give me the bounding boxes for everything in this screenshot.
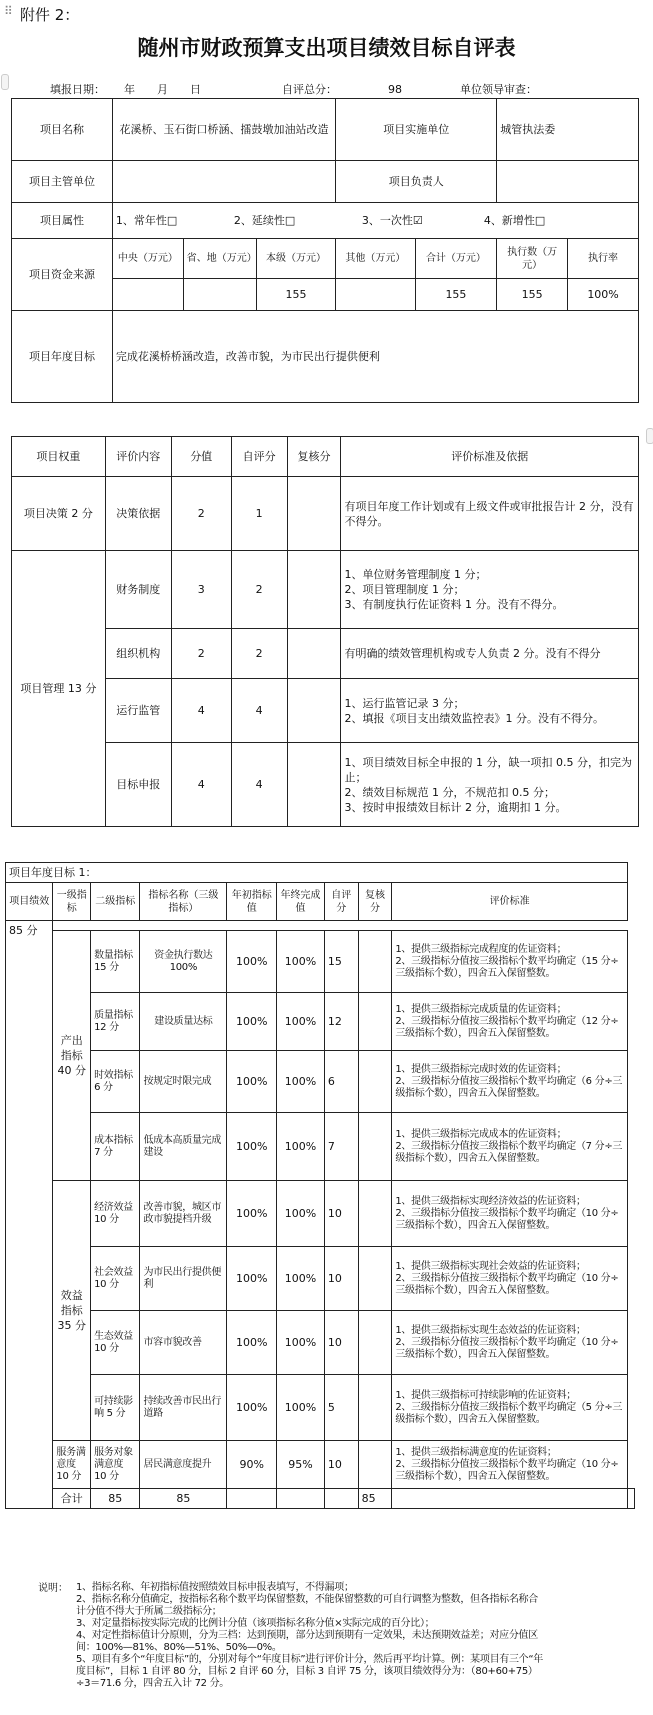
fund-header: 本级（万元） xyxy=(256,239,335,279)
notes-list xyxy=(76,1582,546,1690)
eval-score: 2 xyxy=(171,629,231,679)
self-score: 10 xyxy=(324,1441,358,1489)
eval-criteria: 有项目年度工作计划或有上级文件或审批报告计 2 分，没有不得分。 xyxy=(341,477,639,551)
supervisor-label: 项目主管单位 xyxy=(12,161,113,203)
fund-header: 执行数（万元） xyxy=(497,239,568,279)
criteria-line: 1、提供三级指标满意度的佐证资料； xyxy=(395,1446,557,1458)
criteria-line: 1、提供三级指标实现社会效益的佐证资料； xyxy=(395,1260,586,1272)
total-self-score: 85 xyxy=(358,1489,392,1509)
fund-value: 155 xyxy=(256,279,335,311)
fund-header: 中央（万元） xyxy=(112,239,183,279)
impl-unit-value: 城管执法委 xyxy=(497,99,639,161)
indicator-name: 低成本高质量完成建设 xyxy=(140,1113,227,1181)
init-value: 100% xyxy=(227,1311,277,1375)
margin-marker-icon xyxy=(646,428,653,444)
eval-criteria xyxy=(341,551,639,629)
eval-self-score: 1 xyxy=(231,477,287,551)
criteria-line: 1、提供三级指标完成程度的佐证资料； xyxy=(395,943,567,955)
weights-header: 复核分 xyxy=(287,437,341,477)
score-label: 自评总分： xyxy=(282,83,337,96)
criteria-line: 2、三级指标分值按三级指标个数平均确定（15 分÷三级指标个数），四舍五入保留整数。 xyxy=(395,955,619,979)
self-score: 15 xyxy=(324,931,358,993)
weights-header: 自评分 xyxy=(231,437,287,477)
eval-self-score: 2 xyxy=(231,629,287,679)
self-score: 10 xyxy=(324,1181,358,1247)
weights-table xyxy=(11,436,639,827)
perf-total-label: 85 分 xyxy=(6,921,53,1509)
criteria-line: 2、三级指标分值按三级指标个数平均确定（10 分÷三级指标个数），四舍五入保留整数。 xyxy=(395,1207,619,1231)
note-item: 1、指标名称、年初指标值按照绩效目标申报表填写，不得漏项； xyxy=(76,1582,354,1593)
fund-value: 155 xyxy=(415,279,497,311)
criteria-line: 2、三级指标分值按三级指标个数平均确定（10 分÷三级指标个数），四舍五入保留整数。 xyxy=(395,1272,619,1296)
perf-header: 年初指标值 xyxy=(227,883,277,921)
eval-criteria xyxy=(341,743,639,827)
project-name-value: 花溪桥、玉石街口桥涵、擂鼓墩加油站改造 xyxy=(112,99,335,161)
second-level: 质量指标 12 分 xyxy=(91,993,140,1051)
review-score[interactable] xyxy=(358,1113,392,1181)
owner-value[interactable] xyxy=(497,161,639,203)
eval-criteria xyxy=(341,679,639,743)
criteria-line: 2、三级指标分值按三级指标个数平均确定（6 分÷三级指标个数），四舍五入保留整数。 xyxy=(395,1075,623,1099)
attr-option[interactable]: 4、新增性□ xyxy=(483,214,546,227)
self-score: 5 xyxy=(324,1375,358,1441)
perf-criteria xyxy=(392,1181,628,1247)
fund-source-label: 项目资金来源 xyxy=(12,239,113,311)
eval-review-score[interactable] xyxy=(287,629,341,679)
owner-label: 项目负责人 xyxy=(336,161,497,203)
criteria-line: 2、填报《项目支出绩效监控表》1 分。没有不得分。 xyxy=(344,711,604,725)
review-score[interactable] xyxy=(358,1375,392,1441)
final-value: 100% xyxy=(277,993,325,1051)
leader-review-label: 单位领导审查： xyxy=(460,83,537,96)
review-score[interactable] xyxy=(358,1247,392,1311)
attr-option[interactable]: 3、一次性☑ xyxy=(361,214,423,227)
final-value: 100% xyxy=(277,1247,325,1311)
fund-value xyxy=(112,279,183,311)
criteria-line: 1、项目绩效目标全申报的 1 分，缺一项扣 0.5 分，扣完为止； xyxy=(344,755,632,784)
criteria-line: 1、单位财务管理制度 1 分； xyxy=(344,568,487,581)
eval-review-score[interactable] xyxy=(287,551,341,629)
eval-review-score[interactable] xyxy=(287,743,341,827)
indicator-name: 为市民出行提供便利 xyxy=(140,1247,227,1311)
weights-header: 项目权重 xyxy=(12,437,106,477)
supervisor-value[interactable] xyxy=(112,161,335,203)
perf-criteria xyxy=(392,993,628,1051)
second-level: 可持续影响 5 分 xyxy=(91,1375,140,1441)
perf-criteria xyxy=(392,931,628,993)
second-level: 社会效益 10 分 xyxy=(91,1247,140,1311)
perf-header: 评价标准 xyxy=(392,883,628,921)
eval-self-score: 4 xyxy=(231,743,287,827)
review-score[interactable] xyxy=(358,1051,392,1113)
year-goal-value: 完成花溪桥桥涵改造，改善市貌，为市民出行提供便利 xyxy=(112,311,638,403)
criteria-line: 1、提供三级指标实现生态效益的佐证资料； xyxy=(395,1324,586,1336)
total-score: 85 xyxy=(91,1489,140,1509)
criteria-line: 3、按时申报绩效目标计 2 分，逾期扣 1 分。 xyxy=(344,800,567,814)
total-score-2: 85 xyxy=(140,1489,227,1509)
criteria-line: 2、三级指标分值按三级指标个数平均确定（5 分÷三级指标个数），四舍五入保留整数。 xyxy=(395,1401,623,1425)
review-score[interactable] xyxy=(358,931,392,993)
fill-date-label: 填报日期： xyxy=(50,83,105,96)
indicator-name: 市容市貌改善 xyxy=(140,1311,227,1375)
review-score[interactable] xyxy=(358,1311,392,1375)
year-goal-label: 项目年度目标 xyxy=(12,311,113,403)
eval-score: 4 xyxy=(171,743,231,827)
project-info-table xyxy=(11,98,639,403)
fund-header: 其他（万元） xyxy=(336,239,415,279)
fill-date-value: 年 月 日 xyxy=(124,83,201,96)
second-level: 经济效益 10 分 xyxy=(91,1181,140,1247)
criteria-line: 1、提供三级指标完成质量的佐证资料； xyxy=(395,1003,567,1015)
perf-criteria xyxy=(392,1311,628,1375)
criteria-line: 2、三级指标分值按三级指标个数平均确定（10 分÷三级指标个数），四舍五入保留整数。 xyxy=(395,1458,619,1482)
second-level: 服务对象满意度 10 分 xyxy=(91,1441,140,1489)
indicator-name: 资金执行数达 100% xyxy=(140,931,227,993)
init-value: 100% xyxy=(227,1113,277,1181)
impl-unit-label: 项目实施单位 xyxy=(336,99,497,161)
fund-value xyxy=(183,279,256,311)
criteria-line: 1、运行监管记录 3 分； xyxy=(344,696,465,710)
eval-score: 2 xyxy=(171,477,231,551)
note-item: 4、对定性指标值计分原则，分为三档：达到预期，部分达到预期有一定效果，未达预期效益差；对应分值区间：100%—81%、80%—51%、50%—0%。 xyxy=(76,1630,538,1653)
final-value: 100% xyxy=(277,1051,325,1113)
perf-criteria xyxy=(392,1051,628,1113)
final-value: 100% xyxy=(277,1375,325,1441)
fund-header: 执行率 xyxy=(568,239,639,279)
fund-value: 100% xyxy=(568,279,639,311)
eval-content: 决策依据 xyxy=(105,477,171,551)
note-item: 5、项目有多个“年度目标”的，分别对每个“年度目标”进行评价计分，然后再平均计算。例：某项目有三个“年度目标”，目标 1 自评 80 分，目标 2 自评 60 分，目标 3 自评 75 分，该项目绩效得分为：（80+60+75）÷3＝71.6 分，四舍五入计 72 分。 xyxy=(76,1654,543,1689)
second-level: 生态效益 10 分 xyxy=(91,1311,140,1375)
criteria-line: 3、有制度执行佐证资料 1 分。没有不得分。 xyxy=(344,598,564,611)
decision-group-label: 项目决策 2 分 xyxy=(12,477,106,551)
perf-header: 指标名称（三级指标） xyxy=(140,883,227,921)
eval-self-score: 2 xyxy=(231,551,287,629)
eval-review-score[interactable] xyxy=(287,679,341,743)
perf-criteria xyxy=(392,1247,628,1311)
self-score: 10 xyxy=(324,1247,358,1311)
total-label: 合计 xyxy=(53,1489,91,1509)
criteria-line: 1、提供三级指标完成成本的佐证资料； xyxy=(395,1128,567,1140)
attr-option[interactable]: 2、延续性□ xyxy=(233,214,296,227)
margin-marker-icon xyxy=(1,74,9,90)
weights-header: 评价标准及依据 xyxy=(341,437,639,477)
init-value: 100% xyxy=(227,931,277,993)
final-value: 100% xyxy=(277,1181,325,1247)
project-name-label: 项目名称 xyxy=(12,99,113,161)
criteria-line: 有明确的绩效管理机构或专人负责 2 分。没有不得分 xyxy=(344,647,601,660)
review-score[interactable] xyxy=(358,993,392,1051)
init-value: 90% xyxy=(227,1441,277,1489)
self-score: 10 xyxy=(324,1311,358,1375)
eval-content: 财务制度 xyxy=(105,551,171,629)
note-item: 2、指标名称分值确定，按指标名称个数平均保留整数，不能保留整数的可自行调整为整数，但各指标名称合计分值不得大于所属二级指标分； xyxy=(76,1594,538,1617)
attr-options xyxy=(112,203,638,239)
criteria-line: 2、项目管理制度 1 分； xyxy=(344,583,465,596)
criteria-line: 1、提供三级指标实现经济效益的佐证资料； xyxy=(395,1195,586,1207)
indicator-name: 建设质量达标 xyxy=(140,993,227,1051)
fund-header: 省、地（万元） xyxy=(183,239,256,279)
performance-table xyxy=(5,862,635,1509)
indicator-name: 持续改善市民出行道路 xyxy=(140,1375,227,1441)
second-level: 成本指标 7 分 xyxy=(91,1113,140,1181)
self-score: 7 xyxy=(324,1113,358,1181)
fund-value: 155 xyxy=(497,279,568,311)
perf-criteria xyxy=(392,1113,628,1181)
eval-content: 组织机构 xyxy=(105,629,171,679)
criteria-line: 1、提供三级指标可持续影响的佐证资料； xyxy=(395,1389,576,1401)
perf-header: 项目绩效 xyxy=(6,883,53,921)
self-score: 6 xyxy=(324,1051,358,1113)
perf-header: 一级指标 xyxy=(53,883,91,921)
score-value: 98 xyxy=(388,83,402,96)
perf-header: 二级指标 xyxy=(91,883,140,921)
final-value: 95% xyxy=(277,1441,325,1489)
perf-year-goal-label: 项目年度目标 1： xyxy=(6,863,628,883)
eval-score: 3 xyxy=(171,551,231,629)
fund-header: 合计（万元） xyxy=(415,239,497,279)
attachment-label: 附件 2： xyxy=(20,6,80,24)
criteria-line: 1、提供三级指标完成时效的佐证资料； xyxy=(395,1063,567,1075)
second-level: 时效指标 6 分 xyxy=(91,1051,140,1113)
init-value: 100% xyxy=(227,1375,277,1441)
perf-criteria xyxy=(392,1441,628,1489)
drag-handle-icon[interactable]: ⠿ xyxy=(4,4,13,18)
perf-criteria xyxy=(392,1375,628,1441)
init-value: 100% xyxy=(227,1181,277,1247)
notes-label: 说明： xyxy=(38,1583,68,1594)
perf-header: 年终完成值 xyxy=(277,883,325,921)
criteria-line: 2、三级指标分值按三级指标个数平均确定（10 分÷三级指标个数），四舍五入保留整数。 xyxy=(395,1336,619,1360)
criteria-line: 2、绩效目标规范 1 分，不规范扣 0.5 分； xyxy=(344,785,555,799)
indicator-name: 居民满意度提升 xyxy=(140,1441,227,1489)
attr-label: 项目属性 xyxy=(12,203,113,239)
first-level-benefit: 效益指标 35 分 xyxy=(53,1181,91,1441)
review-score[interactable] xyxy=(358,1181,392,1247)
weights-header: 评价内容 xyxy=(105,437,171,477)
eval-content: 目标申报 xyxy=(105,743,171,827)
perf-header: 复核分 xyxy=(358,883,392,921)
self-score: 12 xyxy=(324,993,358,1051)
weights-header: 分值 xyxy=(171,437,231,477)
attr-option[interactable]: 1、常年性□ xyxy=(115,214,178,227)
indicator-name: 改善市貌，城区市政市貌提档升级 xyxy=(140,1181,227,1247)
perf-header: 自评分 xyxy=(324,883,358,921)
init-value: 100% xyxy=(227,1247,277,1311)
criteria-line: 2、三级指标分值按三级指标个数平均确定（12 分÷三级指标个数），四舍五入保留整数。 xyxy=(395,1015,619,1039)
page-title: 随州市财政预算支出项目绩效目标自评表 xyxy=(137,35,516,60)
eval-criteria xyxy=(341,629,639,679)
note-item: 3、对定量指标按实际完成的比例计分值（该项指标名称分值×实际完成的百分比）； xyxy=(76,1618,435,1629)
eval-score: 4 xyxy=(171,679,231,743)
eval-content: 运行监管 xyxy=(105,679,171,743)
review-score[interactable] xyxy=(358,1441,392,1489)
criteria-line: 2、三级指标分值按三级指标个数平均确定（7 分÷三级指标个数），四舍五入保留整数。 xyxy=(395,1140,623,1164)
final-value: 100% xyxy=(277,1311,325,1375)
fund-value xyxy=(336,279,415,311)
first-level-output: 产出指标 40 分 xyxy=(53,931,91,1181)
first-level-service: 服务满意度 10 分 xyxy=(53,1441,91,1489)
final-value: 100% xyxy=(277,931,325,993)
init-value: 100% xyxy=(227,1051,277,1113)
indicator-name: 按规定时限完成 xyxy=(140,1051,227,1113)
eval-review-score[interactable] xyxy=(287,477,341,551)
final-value: 100% xyxy=(277,1113,325,1181)
second-level: 数量指标 15 分 xyxy=(91,931,140,993)
init-value: 100% xyxy=(227,993,277,1051)
management-group-label: 项目管理 13 分 xyxy=(12,551,106,827)
eval-self-score: 4 xyxy=(231,679,287,743)
